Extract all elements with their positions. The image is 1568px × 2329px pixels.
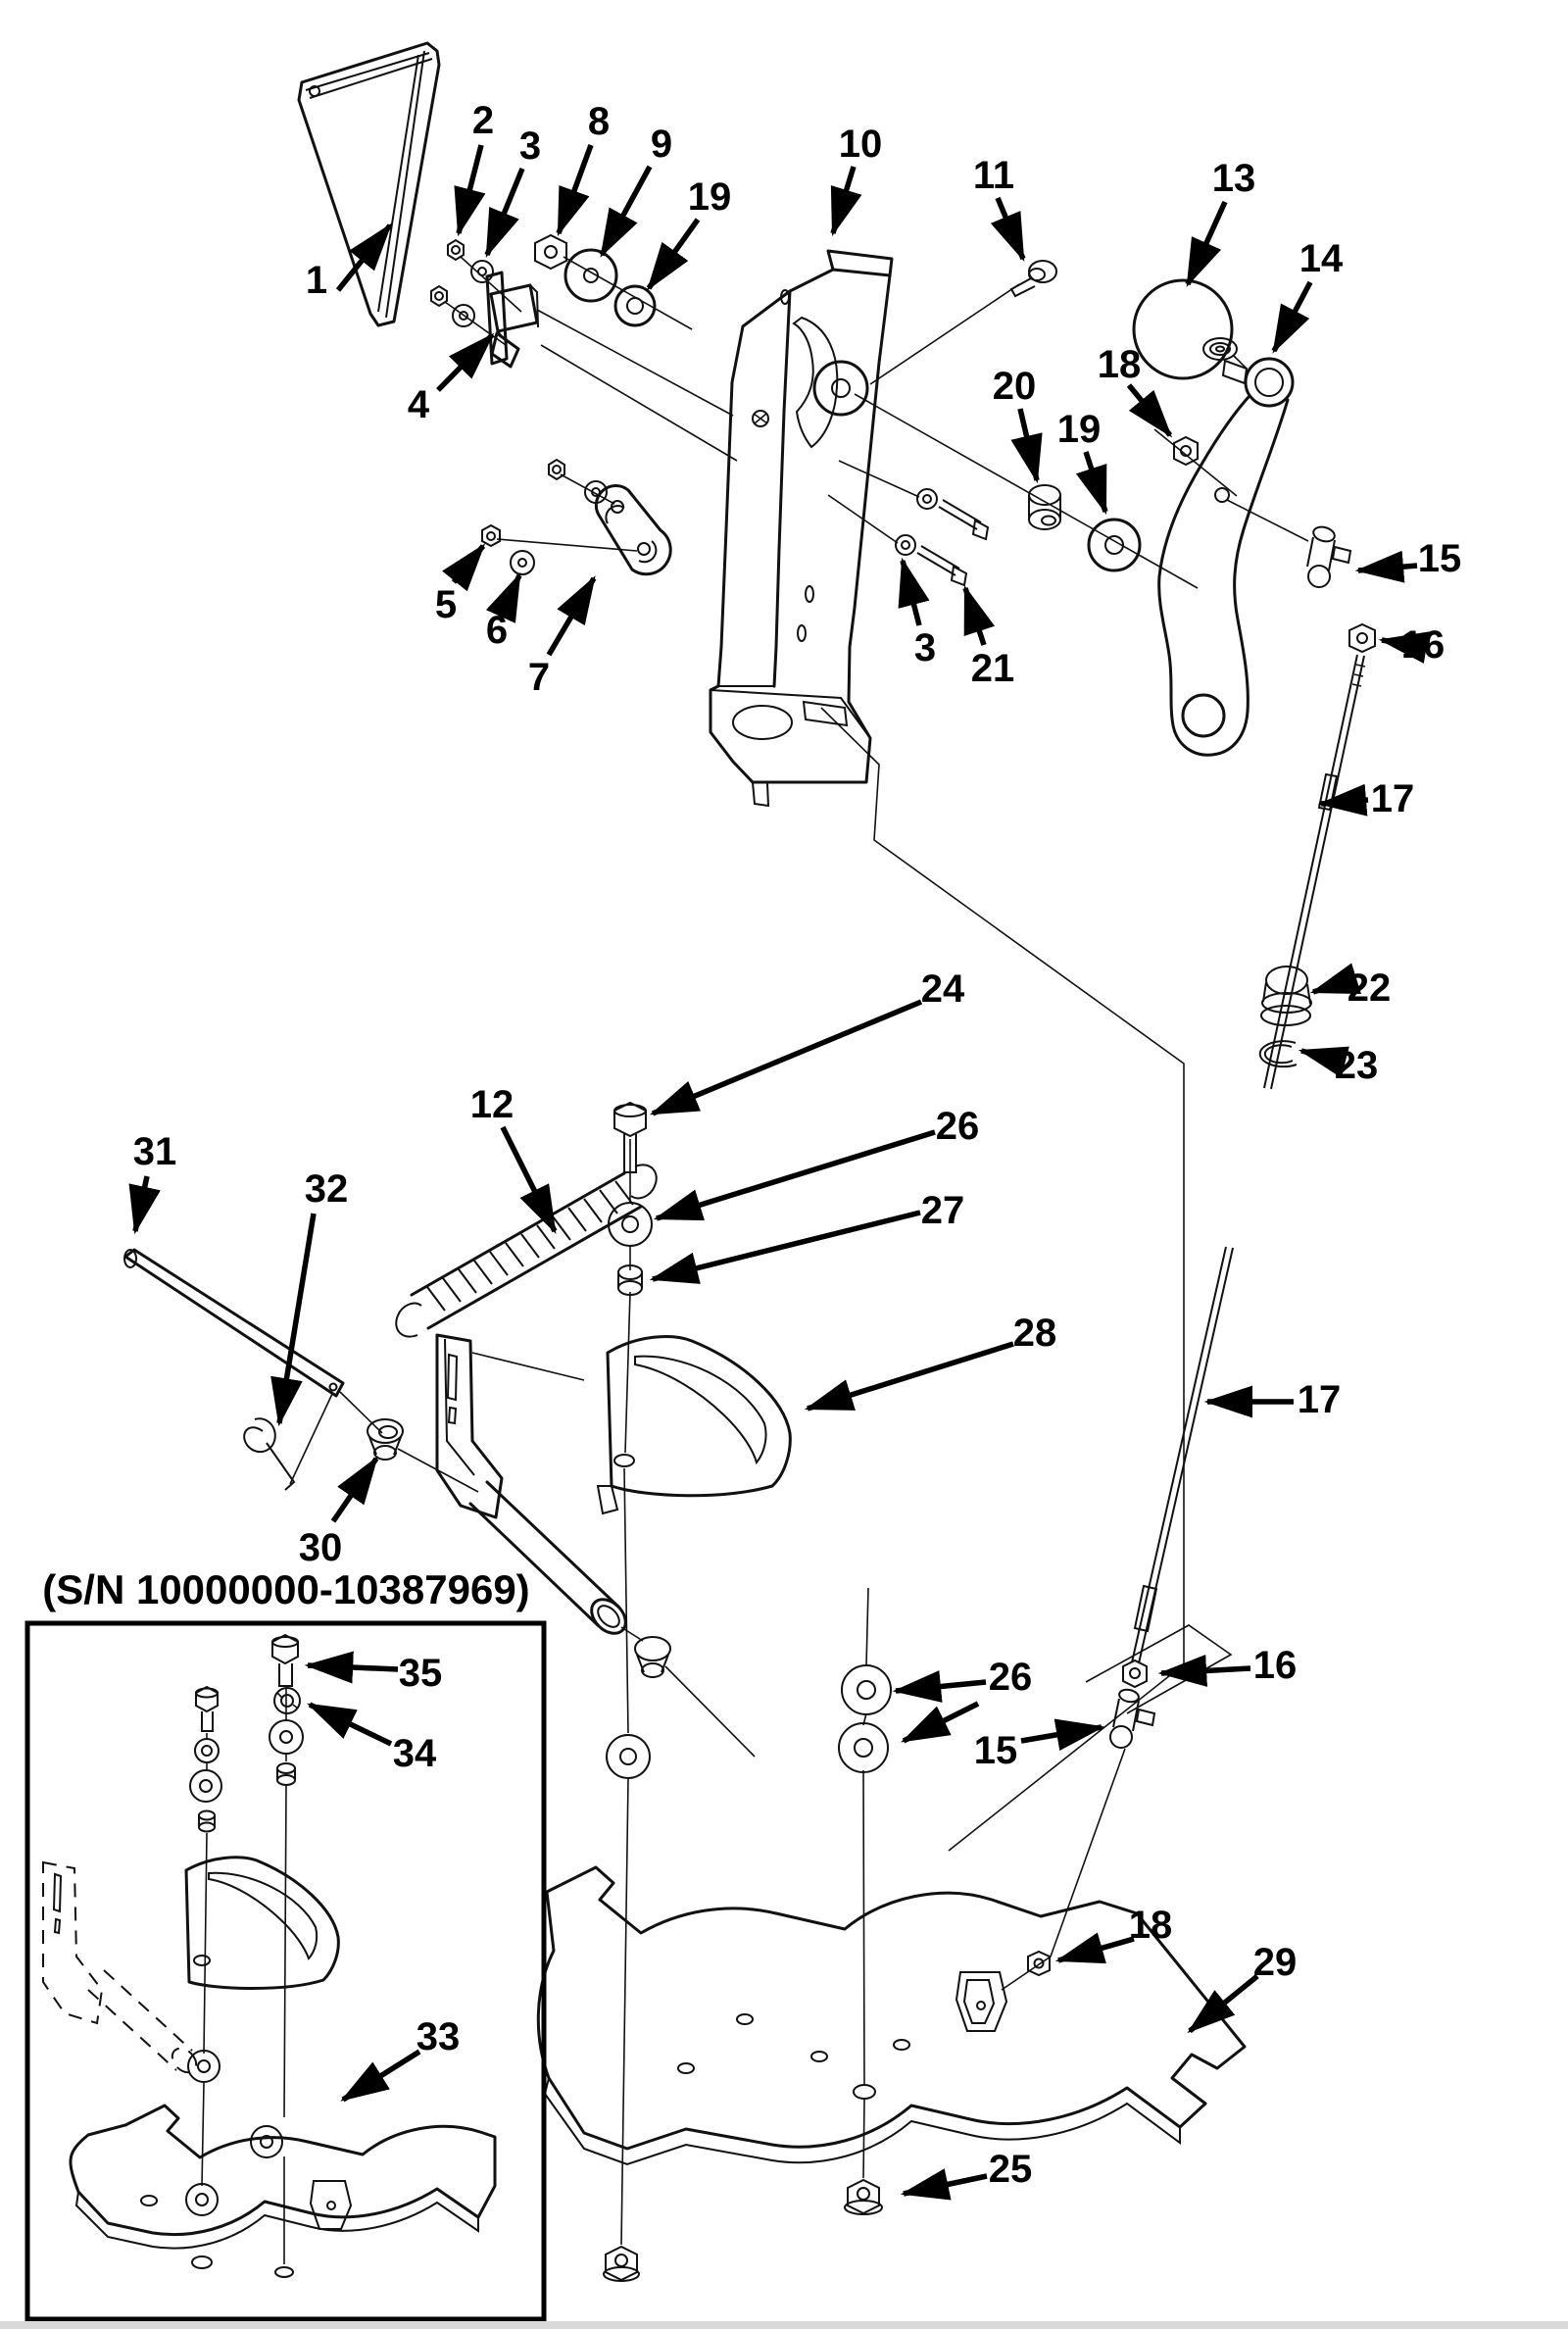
- callout-arrow: [965, 588, 984, 645]
- callout-19-12: [1057, 408, 1105, 512]
- callout-number: 9: [650, 123, 673, 166]
- callout-number: 16: [1252, 1644, 1298, 1687]
- callout-number: 8: [587, 100, 611, 143]
- part-washer-inset-r: [270, 1720, 303, 1754]
- callout-arrow: [904, 2176, 987, 2194]
- callout-arrow: [1129, 385, 1170, 435]
- part-nut-16a: [1349, 624, 1375, 652]
- callout-number: 23: [1334, 1044, 1379, 1087]
- part-bolt-inset-l: [190, 1687, 221, 2186]
- part-bolt-35: [272, 1635, 298, 1686]
- callout-number: 17: [1297, 1378, 1342, 1421]
- callout-29-37: [1190, 1941, 1297, 2031]
- callout-26-33: [896, 1656, 1032, 1741]
- callout-number: 17: [1370, 777, 1415, 820]
- part-rod-17b: [1132, 1247, 1233, 1663]
- callout-number: 32: [304, 1167, 349, 1211]
- callout-33-41: [343, 2015, 460, 2100]
- callout-2-1: [459, 99, 494, 233]
- callout-arrow: [1058, 1939, 1134, 1960]
- callout-arrow: [135, 1176, 147, 1231]
- part-pedestal-bracket: [710, 251, 892, 806]
- callout-number: 27: [920, 1189, 965, 1232]
- callout-19-5: [649, 175, 731, 288]
- callout-arrow: [459, 145, 481, 233]
- callout-23-23: [1301, 1044, 1378, 1087]
- callout-arrow: [559, 145, 591, 233]
- callout-number: 34: [392, 1732, 437, 1775]
- callout-3-2: [487, 124, 541, 255]
- callout-14-9: [1274, 237, 1344, 351]
- callout-number: 33: [416, 2015, 461, 2058]
- callout-number: 12: [469, 1083, 514, 1126]
- part-link-7: [482, 460, 670, 574]
- callout-arrow: [896, 1682, 986, 1691]
- part-spring: [396, 1164, 657, 1336]
- callout-number: 1: [305, 259, 328, 302]
- callout-18-36: [1058, 1904, 1172, 1960]
- callout-32-29: [279, 1167, 348, 1423]
- part-nut-8-washers-9-19: [535, 235, 692, 329]
- inset-box: [27, 1623, 544, 2319]
- serial-number-note: (S/N 10000000-10387969): [42, 1566, 530, 1612]
- callout-arrow: [1321, 800, 1368, 804]
- part-anchor-bracket-inset: [43, 1862, 201, 2077]
- callout-35-39: [308, 1652, 442, 1695]
- callout-number: 18: [1097, 343, 1142, 386]
- callout-number: 3: [518, 124, 542, 168]
- callout-22-22: [1313, 966, 1391, 1010]
- callout-30-30: [299, 1459, 376, 1569]
- part-washer-inset-4-hole: [196, 2194, 208, 2205]
- callout-25-38: [904, 2148, 1032, 2194]
- callout-arrow: [549, 578, 594, 655]
- callout-number: 21: [970, 647, 1015, 690]
- part-washer-inset-4: [186, 2184, 218, 2215]
- callout-number: 5: [434, 583, 458, 626]
- callout-number: 13: [1211, 157, 1256, 200]
- callout-arrow: [1188, 202, 1225, 284]
- callout-15-13: [1358, 537, 1461, 580]
- callout-28-31: [808, 1312, 1056, 1409]
- callout-3-19: [903, 561, 936, 669]
- callout-number: 4: [407, 383, 430, 426]
- callout-number: 19: [687, 175, 732, 219]
- callout-arrow: [438, 335, 492, 390]
- callout-arrow: [602, 167, 650, 255]
- callout-number: 30: [298, 1526, 343, 1569]
- callout-arrow: [343, 2052, 419, 2100]
- callout-5-16: [435, 546, 483, 626]
- callout-arrow: [308, 1665, 398, 1669]
- part-bushing-30a: [368, 1419, 478, 1492]
- callout-15-35: [974, 1727, 1102, 1772]
- callout-number: 11: [972, 154, 1015, 197]
- footer-strip: [0, 2321, 1568, 2329]
- callout-10-6: [833, 123, 882, 233]
- callout-20-11: [993, 365, 1037, 480]
- part-bushing-30b: [635, 1637, 755, 1757]
- callout-number: 24: [920, 967, 965, 1011]
- callout-arrow: [904, 1704, 978, 1741]
- part-nut-18b: [1028, 1952, 1050, 1975]
- callout-number: 18: [1128, 1904, 1173, 1947]
- callout-number: 26: [935, 1105, 980, 1148]
- callout-7-18: [528, 578, 594, 699]
- callout-number: 35: [398, 1652, 443, 1695]
- callout-number: 15: [973, 1729, 1018, 1772]
- callout-18-10: [1098, 343, 1170, 435]
- part-clip-pin-32: [244, 1394, 332, 1490]
- callout-4-15: [408, 335, 492, 426]
- part-shift-lever: [1154, 359, 1308, 755]
- callout-arrow: [653, 1213, 920, 1279]
- callout-8-3: [559, 100, 610, 233]
- part-base-plate-33: [71, 2106, 495, 2277]
- callout-arrow: [1313, 982, 1345, 992]
- part-washers-26b-nut-25: [839, 1588, 891, 2214]
- callout-arrow: [1301, 1051, 1332, 1059]
- callout-16-14: [1382, 623, 1445, 667]
- callout-6-17: [486, 575, 519, 652]
- callout-arrow: [505, 575, 519, 608]
- part-ball-joint-15a: [1307, 524, 1350, 587]
- callout-number: 6: [485, 609, 509, 652]
- callout-arrow: [1382, 640, 1399, 643]
- callout-34-40: [310, 1705, 437, 1775]
- part-bolt-24-column: [604, 1103, 652, 2281]
- callout-arrow: [310, 1705, 391, 1744]
- part-latch-bracket: [487, 273, 737, 461]
- part-washer-inset-2: [188, 2051, 220, 2082]
- callout-arrow: [503, 1127, 555, 1231]
- callout-arrow: [1086, 452, 1105, 512]
- part-lock-washer-34: [274, 1688, 300, 1713]
- callout-17-32: [1207, 1378, 1341, 1421]
- callout-31-28: [133, 1130, 177, 1231]
- callout-arrow: [998, 198, 1023, 259]
- callout-arrow: [1020, 409, 1037, 480]
- callout-arrow: [649, 220, 698, 288]
- callout-arrow: [454, 546, 483, 582]
- callout-arrow: [1161, 1668, 1250, 1673]
- callout-11-7: [973, 154, 1023, 259]
- callout-arrow: [1358, 566, 1417, 570]
- callout-number: 29: [1252, 1941, 1298, 1984]
- callout-13-8: [1188, 157, 1255, 284]
- part-spacer-inset-r: [277, 1763, 295, 1785]
- callout-arrow: [808, 1344, 1013, 1409]
- callout-9-4: [602, 123, 672, 255]
- callout-arrow: [487, 169, 522, 255]
- callout-number: 15: [1417, 537, 1462, 580]
- callout-number: 3: [913, 626, 937, 669]
- callout-1-0: [306, 225, 390, 302]
- callout-number: 16: [1400, 623, 1446, 667]
- callout-number: 7: [527, 656, 551, 699]
- part-nut-18a: [1174, 437, 1198, 465]
- callout-number: 20: [992, 365, 1037, 408]
- callout-arrow: [1274, 282, 1310, 351]
- callout-number: 31: [132, 1130, 177, 1173]
- callout-arrow: [833, 167, 854, 233]
- callout-arrow: [333, 1459, 376, 1521]
- callout-number: 2: [471, 99, 495, 142]
- part-washer-inset-r-hole: [280, 1731, 292, 1743]
- part-rod-17a: [1264, 655, 1365, 1089]
- callout-arrow: [903, 561, 919, 625]
- callout-arrow: [657, 1132, 935, 1218]
- callout-number: 28: [1012, 1312, 1057, 1355]
- callout-24-24: [653, 967, 965, 1114]
- callout-number: 26: [988, 1656, 1033, 1699]
- part-nut-16b: [1123, 1660, 1147, 1687]
- callout-number: 19: [1056, 408, 1102, 451]
- callout-arrow: [279, 1214, 314, 1423]
- part-washer-inset-2-hole: [198, 2060, 210, 2072]
- callout-12-27: [470, 1083, 555, 1231]
- callout-arrow: [653, 1002, 921, 1114]
- part-rod-31: [124, 1250, 382, 1433]
- callout-number: 25: [988, 2148, 1033, 2191]
- part-knob: [1134, 280, 1247, 378]
- callout-number: 10: [838, 123, 883, 166]
- part-bolts-3b-21: [828, 461, 988, 585]
- callout-number: 22: [1347, 966, 1392, 1010]
- part-anchor-bracket: [437, 1335, 584, 1517]
- callout-number: 14: [1298, 237, 1344, 280]
- part-washer-inset-3: [251, 2126, 282, 2157]
- part-cam-plate-inset: [186, 1858, 338, 1989]
- callout-21-20: [965, 588, 1014, 690]
